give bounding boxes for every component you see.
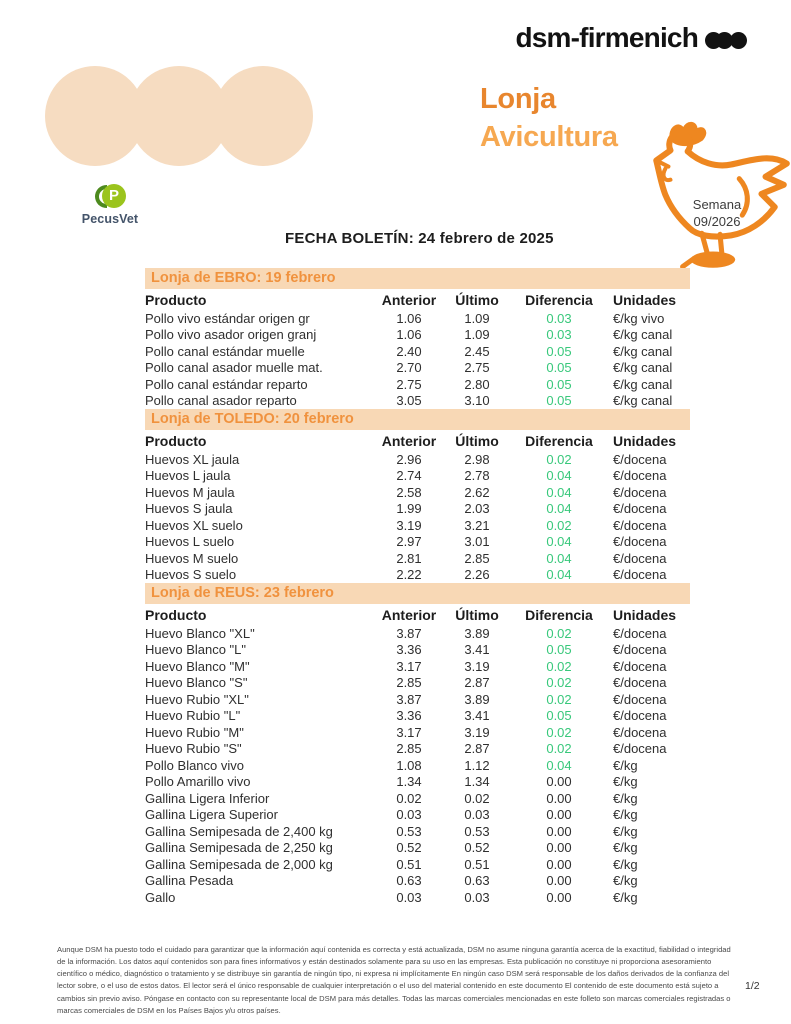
cell-anterior: 0.53 xyxy=(396,823,422,839)
legal-disclaimer: Aunque DSM ha puesto todo el cuidado para garantizar que la información aquí contenida es correcta y está actualizada, DSM no asume ninguna garantía acerca de la exactitud, fiabilidad o integridad de la información. Los datos aquí contenidos son para fines informativos y están destinados solamente para su uso en las empresas. Esta publicación no constituye ni proporciona asesoramiento científico o médico, diagnóstico o tratamiento y se distribuye sin garantía de ningún tipo, ni expresa ni implícitamente En ningún caso DSM será responsable de los daños derivados de la confianza del lector sobre, o el uso de estos datos. El lector será el único responsable de cualquier interpretación o el uso del material contenido en este documento El contenido de este documento está sujeto a cambios sin previo aviso. Póngase en contacto con su representante local de DSM para más detalles. Todas las marcas comerciales mencionadas en este folleto son marcas comerciales registradas o marcas comerciales de DSM en los Países Bajos y/u otros países. xyxy=(57,944,731,1016)
cell-unidades: €/docena xyxy=(613,501,667,517)
table-row xyxy=(145,501,690,518)
pecusvet-label: PecusVet xyxy=(81,212,139,226)
table-row xyxy=(145,823,690,840)
cell-diferencia: 0.02 xyxy=(546,724,572,740)
cell-unidades: €/docena xyxy=(613,567,667,583)
cell-anterior: 2.85 xyxy=(396,675,422,691)
table-row xyxy=(145,310,690,327)
cell-producto: Pollo Blanco vivo xyxy=(145,757,244,773)
cell-ultimo: 1.09 xyxy=(464,310,490,326)
cell-ultimo: 0.02 xyxy=(464,790,490,806)
cell-anterior: 3.87 xyxy=(396,691,422,707)
cell-unidades: €/docena xyxy=(613,741,667,757)
cell-ultimo: 3.21 xyxy=(464,517,490,533)
cell-producto: Gallo xyxy=(145,889,176,905)
table-row xyxy=(145,327,690,344)
cell-anterior: 2.40 xyxy=(396,343,422,359)
cell-producto: Huevos M suelo xyxy=(145,550,239,566)
cell-diferencia: 0.04 xyxy=(546,757,572,773)
cell-diferencia: 0.00 xyxy=(546,856,572,872)
cell-ultimo: 3.19 xyxy=(464,658,490,674)
dsm-dots-icon xyxy=(705,32,747,49)
cell-producto: Pollo vivo asador origen granj xyxy=(145,327,317,343)
column-header: Último xyxy=(455,606,499,623)
decorative-circles-icon xyxy=(45,66,315,166)
table-header-row xyxy=(145,289,690,310)
cell-unidades: €/kg canal xyxy=(613,343,673,359)
cell-unidades: €/docena xyxy=(613,451,667,467)
table-row xyxy=(145,757,690,774)
cell-anterior: 2.74 xyxy=(396,468,422,484)
cell-ultimo: 3.01 xyxy=(464,534,490,550)
cell-anterior: 2.96 xyxy=(396,451,422,467)
cell-ultimo: 2.03 xyxy=(464,501,490,517)
cell-producto: Huevos L jaula xyxy=(145,468,231,484)
table-row xyxy=(145,691,690,708)
cell-ultimo: 2.80 xyxy=(464,376,490,392)
cell-diferencia: 0.05 xyxy=(546,708,572,724)
column-header: Producto xyxy=(145,606,207,623)
cell-diferencia: 0.00 xyxy=(546,873,572,889)
cell-unidades: €/kg canal xyxy=(613,376,673,392)
chicken-icon xyxy=(643,118,791,292)
column-header: Anterior xyxy=(381,291,437,308)
column-header: Unidades xyxy=(613,432,677,449)
cell-ultimo: 2.87 xyxy=(464,675,490,691)
cell-anterior: 3.19 xyxy=(396,517,422,533)
cell-producto: Gallina Ligera Inferior xyxy=(145,790,270,806)
cell-anterior: 1.34 xyxy=(396,774,422,790)
cell-ultimo: 0.03 xyxy=(464,807,490,823)
cell-ultimo: 2.26 xyxy=(464,567,490,583)
table-row xyxy=(145,534,690,551)
cell-anterior: 0.03 xyxy=(396,889,422,905)
title-line-1: Lonja xyxy=(480,83,556,115)
title-line-2: Avicultura xyxy=(480,121,618,153)
cell-diferencia: 0.02 xyxy=(546,691,572,707)
cell-unidades: €/kg xyxy=(613,774,638,790)
cell-ultimo: 0.51 xyxy=(464,856,490,872)
cell-ultimo: 2.45 xyxy=(464,343,490,359)
cell-anterior: 3.36 xyxy=(396,708,422,724)
cell-unidades: €/docena xyxy=(613,550,667,566)
cell-diferencia: 0.05 xyxy=(546,642,572,658)
cell-unidades: €/kg xyxy=(613,889,638,905)
cell-ultimo: 3.19 xyxy=(464,724,490,740)
table-row xyxy=(145,642,690,659)
cell-anterior: 3.05 xyxy=(396,393,422,409)
table-row xyxy=(145,550,690,567)
cell-producto: Huevos S suelo xyxy=(145,567,237,583)
table-header-row xyxy=(145,430,690,451)
cell-ultimo: 3.10 xyxy=(464,393,490,409)
cell-anterior: 2.75 xyxy=(396,376,422,392)
cell-anterior: 0.03 xyxy=(396,807,422,823)
cell-anterior: 3.17 xyxy=(396,658,422,674)
bulletin-date: FECHA BOLETÍN: 24 febrero de 2025 xyxy=(285,230,554,247)
cell-ultimo: 0.53 xyxy=(464,823,490,839)
cell-producto: Huevo Rubio "S" xyxy=(145,741,242,757)
cell-ultimo: 3.89 xyxy=(464,625,490,641)
column-header: Diferencia xyxy=(525,606,593,623)
table-row xyxy=(145,889,690,906)
cell-diferencia: 0.02 xyxy=(546,658,572,674)
cell-anterior: 1.06 xyxy=(396,327,422,343)
lonja-table xyxy=(145,409,690,583)
cell-anterior: 0.52 xyxy=(396,840,422,856)
cell-unidades: €/docena xyxy=(613,468,667,484)
table-row xyxy=(145,376,690,393)
column-header: Anterior xyxy=(381,432,437,449)
table-row xyxy=(145,484,690,501)
week-badge xyxy=(669,196,765,230)
cell-producto: Huevos XL jaula xyxy=(145,451,240,467)
cell-ultimo: 3.41 xyxy=(464,642,490,658)
cell-ultimo: 2.85 xyxy=(464,550,490,566)
cell-diferencia: 0.00 xyxy=(546,889,572,905)
cell-unidades: €/kg xyxy=(613,840,638,856)
cell-unidades: €/docena xyxy=(613,642,667,658)
cell-anterior: 2.70 xyxy=(396,360,422,376)
cell-producto: Huevo Blanco "L" xyxy=(145,642,247,658)
table-section-title: Lonja de EBRO: 19 febrero xyxy=(145,268,690,289)
page-title xyxy=(480,80,618,156)
table-section-title: Lonja de TOLEDO: 20 febrero xyxy=(145,409,690,430)
cell-ultimo: 1.34 xyxy=(464,774,490,790)
table-row xyxy=(145,468,690,485)
cell-unidades: €/docena xyxy=(613,708,667,724)
pecusvet-logo xyxy=(78,184,142,226)
week-label: Semana xyxy=(692,197,742,212)
cell-diferencia: 0.03 xyxy=(546,327,572,343)
cell-producto: Huevos L suelo xyxy=(145,534,235,550)
table-row xyxy=(145,517,690,534)
cell-diferencia: 0.04 xyxy=(546,567,572,583)
cell-unidades: €/kg canal xyxy=(613,393,673,409)
cell-diferencia: 0.02 xyxy=(546,451,572,467)
cell-diferencia: 0.04 xyxy=(546,484,572,500)
cell-unidades: €/kg xyxy=(613,873,638,889)
column-header: Producto xyxy=(145,291,207,308)
cell-anterior: 1.08 xyxy=(396,757,422,773)
cell-ultimo: 1.12 xyxy=(464,757,490,773)
cell-anterior: 1.99 xyxy=(396,501,422,517)
week-value: 09/2026 xyxy=(693,214,741,229)
cell-anterior: 2.22 xyxy=(396,567,422,583)
cell-unidades: €/docena xyxy=(613,675,667,691)
table-row xyxy=(145,807,690,824)
table-row xyxy=(145,451,690,468)
cell-unidades: €/docena xyxy=(613,691,667,707)
cell-ultimo: 2.87 xyxy=(464,741,490,757)
lonja-table xyxy=(145,583,690,906)
cell-anterior: 3.36 xyxy=(396,642,422,658)
cell-producto: Gallina Ligera Superior xyxy=(145,807,278,823)
cell-producto: Huevos XL suelo xyxy=(145,517,243,533)
pecusvet-icon: P xyxy=(95,184,125,209)
table-header-row xyxy=(145,604,690,625)
cell-producto: Huevo Blanco "XL" xyxy=(145,625,255,641)
table-row xyxy=(145,724,690,741)
column-header: Último xyxy=(455,432,499,449)
cell-diferencia: 0.00 xyxy=(546,807,572,823)
cell-diferencia: 0.05 xyxy=(546,393,572,409)
cell-producto: Huevos S jaula xyxy=(145,501,233,517)
cell-unidades: €/kg xyxy=(613,757,638,773)
cell-unidades: €/kg xyxy=(613,856,638,872)
table-row xyxy=(145,708,690,725)
cell-anterior: 2.97 xyxy=(396,534,422,550)
table-row xyxy=(145,856,690,873)
table-row xyxy=(145,840,690,857)
cell-producto: Huevo Blanco "M" xyxy=(145,658,250,674)
cell-anterior: 0.63 xyxy=(396,873,422,889)
cell-diferencia: 0.02 xyxy=(546,517,572,533)
cell-anterior: 0.51 xyxy=(396,856,422,872)
cell-producto: Gallina Semipesada de 2,250 kg xyxy=(145,840,333,856)
cell-ultimo: 0.63 xyxy=(464,873,490,889)
cell-producto: Pollo vivo estándar origen gr xyxy=(145,310,310,326)
cell-producto: Pollo Amarillo vivo xyxy=(145,774,251,790)
cell-diferencia: 0.02 xyxy=(546,625,572,641)
lonja-table xyxy=(145,268,690,409)
cell-diferencia: 0.00 xyxy=(546,774,572,790)
cell-unidades: €/docena xyxy=(613,625,667,641)
table-section-title: Lonja de REUS: 23 febrero xyxy=(145,583,690,604)
table-row xyxy=(145,567,690,584)
cell-diferencia: 0.04 xyxy=(546,534,572,550)
cell-producto: Pollo canal estándar reparto xyxy=(145,376,308,392)
cell-unidades: €/kg vivo xyxy=(613,310,665,326)
cell-unidades: €/docena xyxy=(613,658,667,674)
cell-anterior: 0.02 xyxy=(396,790,422,806)
brand-wordmark: dsm-firmenich xyxy=(515,22,698,53)
cell-ultimo: 0.52 xyxy=(464,840,490,856)
cell-producto: Huevo Rubio "M" xyxy=(145,724,244,740)
cell-ultimo: 3.41 xyxy=(464,708,490,724)
cell-producto: Pollo canal asador muelle mat. xyxy=(145,360,323,376)
cell-anterior: 3.17 xyxy=(396,724,422,740)
table-row xyxy=(145,658,690,675)
cell-anterior: 1.06 xyxy=(396,310,422,326)
cell-unidades: €/docena xyxy=(613,517,667,533)
cell-unidades: €/docena xyxy=(613,724,667,740)
cell-producto: Huevo Blanco "S" xyxy=(145,675,248,691)
table-row xyxy=(145,790,690,807)
cell-anterior: 2.58 xyxy=(396,484,422,500)
cell-ultimo: 2.62 xyxy=(464,484,490,500)
cell-diferencia: 0.00 xyxy=(546,840,572,856)
table-row xyxy=(145,741,690,758)
cell-ultimo: 3.89 xyxy=(464,691,490,707)
cell-producto: Gallina Pesada xyxy=(145,873,234,889)
cell-diferencia: 0.00 xyxy=(546,823,572,839)
cell-unidades: €/kg xyxy=(613,807,638,823)
cell-unidades: €/kg xyxy=(613,790,638,806)
table-row xyxy=(145,625,690,642)
cell-producto: Pollo canal asador reparto xyxy=(145,393,297,409)
cell-anterior: 3.87 xyxy=(396,625,422,641)
table-row xyxy=(145,393,690,410)
cell-producto: Pollo canal estándar muelle xyxy=(145,343,305,359)
cell-diferencia: 0.02 xyxy=(546,675,572,691)
table-row xyxy=(145,873,690,890)
cell-diferencia: 0.04 xyxy=(546,501,572,517)
cell-unidades: €/docena xyxy=(613,534,667,550)
cell-producto: Huevo Rubio "L" xyxy=(145,708,241,724)
cell-ultimo: 0.03 xyxy=(464,889,490,905)
cell-unidades: €/kg canal xyxy=(613,327,673,343)
cell-anterior: 2.85 xyxy=(396,741,422,757)
cell-unidades: €/docena xyxy=(613,484,667,500)
cell-ultimo: 2.75 xyxy=(464,360,490,376)
table-row xyxy=(145,360,690,377)
column-header: Anterior xyxy=(381,606,437,623)
column-header: Producto xyxy=(145,432,207,449)
cell-producto: Gallina Semipesada de 2,400 kg xyxy=(145,823,333,839)
column-header: Unidades xyxy=(613,291,677,308)
cell-producto: Huevos M jaula xyxy=(145,484,235,500)
cell-producto: Gallina Semipesada de 2,000 kg xyxy=(145,856,333,872)
cell-diferencia: 0.04 xyxy=(546,468,572,484)
price-tables xyxy=(145,268,690,906)
page-number: 1/2 xyxy=(745,980,760,992)
cell-diferencia: 0.02 xyxy=(546,741,572,757)
cell-ultimo: 2.78 xyxy=(464,468,490,484)
cell-ultimo: 1.09 xyxy=(464,327,490,343)
cell-diferencia: 0.05 xyxy=(546,343,572,359)
cell-diferencia: 0.05 xyxy=(546,360,572,376)
cell-ultimo: 2.98 xyxy=(464,451,490,467)
cell-diferencia: 0.04 xyxy=(546,550,572,566)
cell-diferencia: 0.05 xyxy=(546,376,572,392)
column-header: Diferencia xyxy=(525,432,593,449)
column-header: Unidades xyxy=(613,606,677,623)
table-row xyxy=(145,675,690,692)
cell-producto: Huevo Rubio "XL" xyxy=(145,691,249,707)
cell-unidades: €/kg xyxy=(613,823,638,839)
cell-diferencia: 0.00 xyxy=(546,790,572,806)
table-row xyxy=(145,774,690,791)
table-row xyxy=(145,343,690,360)
column-header: Último xyxy=(455,291,499,308)
cell-anterior: 2.81 xyxy=(396,550,422,566)
column-header: Diferencia xyxy=(525,291,593,308)
cell-diferencia: 0.03 xyxy=(546,310,572,326)
dsm-firmenich-logo xyxy=(515,22,747,54)
cell-unidades: €/kg canal xyxy=(613,360,673,376)
